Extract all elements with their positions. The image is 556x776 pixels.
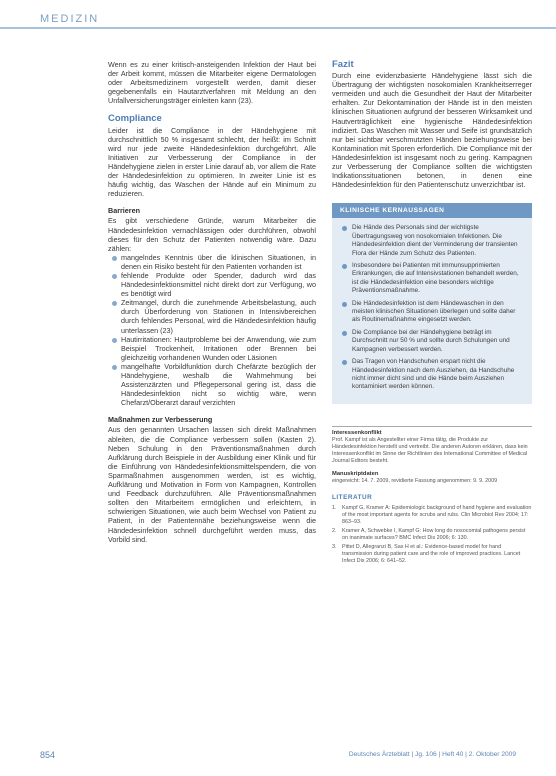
measures-paragraph: Aus den genannten Ursachen lassen sich direkt Maßnahmen ableiten, die die Compliance verbessern sollen (Kasten 2). Neben Schulung in den Präventionsmaßnahmen durch Aufklärung durch Beispiele in der Ausbildung einer Klinik und für die Einführung von Händedesinfektionsmittelspendern, die von Sparmaßnahmen ausgenommen werden, ist es wichtig, Aufklärung und Motivation in Form von Kampagnen, Kontrollen und Feedback durchzuführen. Alle Präventionsmaßnahmen sollten den Mitarbeitern ermöglichen und erleichtern, in schwierigen Situationen, wie auch beim Wechsel von Patient zu Patient, in der Patientennähe beziehungsweise wenn die Händedesinfektion schnell durchgeführt werden muss, das Vorbild sind. bbox=[108, 425, 316, 544]
list-item: Insbesondere bei Patienten mit immunsupprimierten Erkrankungen, die auf Intensivstationen behandelt werden, ist die Händedesinfektion eine besonders wichtige Präventionsmaßnahme. bbox=[340, 262, 524, 296]
literature-section bbox=[332, 493, 532, 565]
barriers-heading: Barrieren bbox=[108, 206, 140, 216]
fazit-heading: Fazit bbox=[332, 59, 354, 70]
page-number: 854 bbox=[40, 750, 56, 760]
list-item: mangelndes Kenntnis über die klinischen Situationen, in denen ein Risiko besteht für den Patienten vorhanden ist bbox=[108, 253, 316, 271]
header-rule bbox=[0, 27, 556, 29]
article-notes bbox=[332, 426, 532, 485]
barriers-intro: Es gibt verschiedene Gründe, warum Mitarbeiter die Händedesinfektion vernachlässigen oder durchführen, obwohl dieses für den Schutz der Patienten notwendig wäre. Dazu zählen: bbox=[108, 216, 316, 253]
key-points-box bbox=[332, 203, 532, 403]
compliance-heading: Compliance bbox=[108, 113, 162, 125]
notes-rule bbox=[332, 426, 532, 427]
barriers-list bbox=[108, 253, 316, 408]
list-item: fehlende Produkte oder Spender, dadurch wird das Händedesinfektionsmittel nicht direkt dort zur Verfügung, wo es benötigt wird bbox=[108, 271, 316, 298]
fazit-paragraph: Durch eine evidenzbasierte Händehygiene lässt sich die Übertragung der wichtigsten nosokomialen Krankheitserreger vermeiden und auch die Gesundheit der Haut der Mitarbeiter erhalten. Zur Dekontamination der Hände ist in den meisten klinischen Situationen aufgrund der besseren Wirksamkeit und Hautverträglichkeit eine hygienische Händedesinfektion indiziert. Das Waschen mit Wasser und Seife ist grundsätzlich nur bei sichtbar verschmutzten Händen beziehungsweise bei Kontamination mit Sporen erforderlich. Die Compliance mit der Händedesinfektion ist insgesamt noch zu gering. Kampagnen zur Verbesserung der Compliance sollten die wichtigsten Indikationssituationen betonen, in denen eine Händedesinfektion für den Patientenschutz unverzichtbar ist. bbox=[332, 71, 532, 190]
reference-item: 2. Kramer A, Schwebke I, Kampf G: How long do nosocomial pathogens persist on inanimate surfaces? BMC Infect Dis 2006; 6: 130. bbox=[332, 527, 526, 541]
compliance-paragraph: Leider ist die Compliance in der Händehygiene mit durchschnittlich 50 % insgesamt schlecht, der heißt: im Schnitt wird nur jede zweite Händedesinfektion durchgeführt. Alle Initiativen zur Verbesserung der Compliance in der Händehygiene zielen in erster Linie darauf ab, vor allem die Rate der Händedesinfektion zu optimieren. In zweiter Linie ist es häufig wichtig, das Waschen der Hände auf ein Minimum zu reduzieren. bbox=[108, 125, 316, 199]
list-item: Die Händedesinfektion ist dem Händewaschen in den meisten klinischen Situationen überlegen und sollte daher als Routinemaßnahme eingesetzt werden. bbox=[340, 300, 524, 325]
manuscript-heading: Manuskriptdaten bbox=[332, 470, 379, 477]
key-points-heading: KLINISCHE KERNAUSSAGEN bbox=[332, 203, 532, 218]
right-column bbox=[332, 60, 532, 567]
list-item: Die Hände des Personals sind der wichtigste Übertragungsweg von nosokomialen Infektionen. Die Händedesinfektion dient der Verminderung der transienten Flora der Hände zum Schutz des Patienten. bbox=[340, 224, 524, 258]
list-item: mangelhafte Vorbildfunktion durch Chefärzte bezüglich der Händehygiene, weshalb die Wahrnehmung bei Assistenzärzten und Pflegepersonal gering ist, dass die Händedesinfektion nicht so wichtig wäre, wenn Chefarzt/Oberarzt darauf verzichten bbox=[108, 362, 316, 407]
manuscript-text: eingereicht: 14. 7. 2009, revidierte Fassung angenommen: 9. 9. 2009 bbox=[332, 477, 498, 484]
left-column bbox=[108, 60, 316, 544]
list-item: Das Tragen von Handschuhen erspart nicht die Händedesinfektion nach dem Ausziehen, da Handschuhe nicht immer dicht sind und die Hände beim Ausziehen kontaminiert werden können. bbox=[340, 358, 524, 392]
list-item: Hautirritationen: Hautprobleme bei der Anwendung, wie zum Beispiel Trockenheit, Irritationen oder Brennen bei gleichzeitig vorhandenen Wunden oder Läsionen bbox=[108, 335, 316, 362]
section-label: MEDIZIN bbox=[40, 13, 100, 25]
list-item: Zeitmangel, durch die zunehmende Arbeitsbelastung, auch durch Überforderung von Stationen in Intensivbereichen durch fehlendes Personal, wird die Händedesinfektion häufig unterlassen (23) bbox=[108, 298, 316, 334]
list-item: Die Compliance bei der Händehygiene beträgt im Durchschnitt nur 50 % und sollte durch Schulungen und Kampagnen verbessert werden. bbox=[340, 329, 524, 354]
measures-heading: Maßnahmen zur Verbesserung bbox=[108, 415, 213, 425]
reference-item: 3. Pittet D, Allegranzi B, Sax H et al.: Evidence-based model for hand transmission during patient care and the role of improved practices. Lancet Infect Dis 2006; 6: 641–52. bbox=[332, 543, 521, 564]
literature-list bbox=[332, 505, 532, 565]
interest-text: Prof. Kampf ist als Angestellter einer Firma tätig, die Produkte zur Händedesinfektion herstellt und vertreibt. Die anderen Autoren erklären, dass kein Interessenkonflikt im Sinne der Richtlinien des International Committee of Medical Journal Editors besteht. bbox=[332, 436, 528, 464]
intro-paragraph: Wenn es zu einer kritisch-ansteigenden Infektion der Haut bei der Arbeit kommt, müssen die Mitarbeiter eigene Dermatologen oder Arbeitsmedizinern vorgestellt werden, damit dieser gegebenenfalls ein Hautarztverfahren mit Meldung an den Unfallversicherungsträger einleiten kann (23). bbox=[108, 60, 316, 106]
journal-citation: Deutsches Ärzteblatt | Jg. 106 | Heft 40 | 2. Oktober 2009 bbox=[348, 751, 516, 758]
reference-item: 1. Kampf G, Kramer A: Epidemiologic background of hand hygiene and evaluation of the most important agents for scrubs and rubs. Clin Microbiol Rev 2004; 17: 863–93. bbox=[332, 504, 532, 525]
key-points-list bbox=[332, 224, 532, 391]
page-header bbox=[0, 0, 556, 24]
page-footer bbox=[0, 748, 556, 766]
interest-heading: Interessenkonflikt bbox=[332, 429, 382, 436]
literature-heading: LITERATUR bbox=[332, 493, 373, 501]
